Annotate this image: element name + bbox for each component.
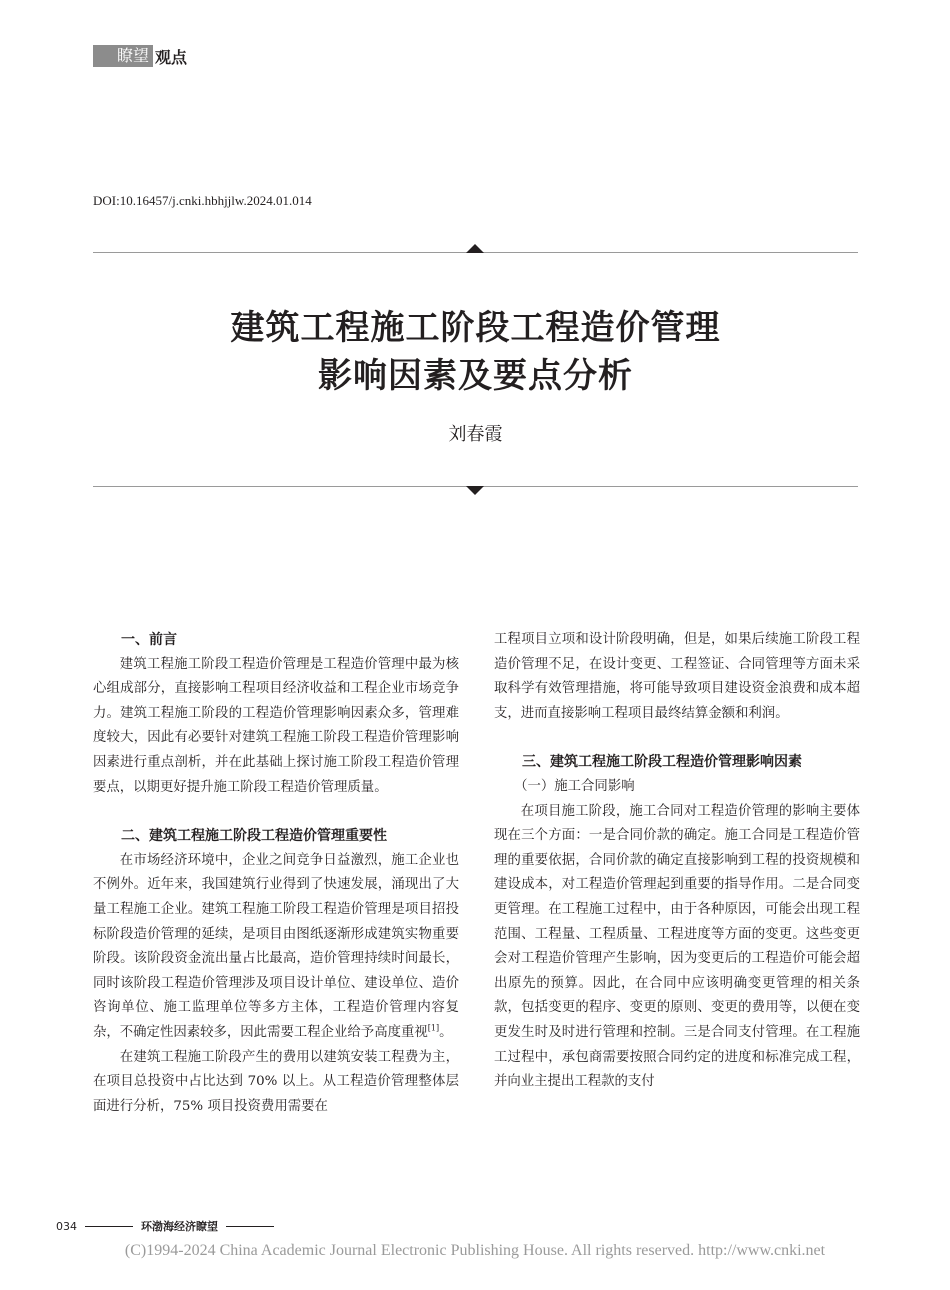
article-title-line2: 影响因素及要点分析 — [318, 356, 633, 396]
paragraph: 工程项目立项和设计阶段明确，但是，如果后续施工阶段工程造价管理不足，在设计变更、工程签证、合同管理等方面未采取科学有效管理措施，将可能导致项目建设资金浪费和成本超支，进而直接影响工程项目最终结算金额和利润。 — [494, 632, 860, 721]
article-title-line1: 建筑工程施工阶段工程造价管理 — [230, 308, 721, 348]
column-tag-label: 观点 — [155, 47, 188, 67]
paragraph-text: 在市场经济环境中，企业之间竞争日益激烈，施工企业也不例外。近年来，我国建筑行业得到了快速发展，涌现出了大量工程施工企业。建筑工程施工阶段工程造价管理是项目招投标阶段造价管理的延续，是项目由图纸逐渐形成建筑实物重要阶段。该阶段资金流出量占比最高，造价管理持续时间最长，同时该阶段工程造价管理涉及项目设计单位、建设单位、造价咨询单位、施工监理单位等多方主体，工程造价管理内容复杂，不确定性因素较多，因此需要工程企业给予高度重视 — [93, 852, 459, 1040]
citation-ref: [1] — [427, 1023, 440, 1033]
section-heading-factors: 三、建筑工程施工阶段工程造价管理影响因素 — [522, 754, 802, 771]
paragraph: 在项目施工阶段，施工合同对工程造价管理的影响主要体现在三个方面：一是合同价款的确定。施工合同是工程造价管理的重要依据，合同价款的确定直接影响到工程的投资规模和建设成本，对工程造价管理起到重要的指导作用。二是合同变更管理。在工程施工过程中，由于各种原因，可能会出现工程范围、工程量、工程质量、工程进度等方面的变更。这些变更会对工程造价管理产生影响，因为变更后的工程造价可能会超出原先的预算。因此，在合同中应该明确变更管理的相关条款，包括变更的程序、变更的原则、变更的费用等，以便在变更发生时及时进行管理和控制。三是合同支付管理。在工程施工过程中，承包商需要按照合同约定的进度和标准完成工程，并向业主提出工程款的支付 — [494, 803, 860, 1090]
divider-triangle-down-icon — [466, 486, 484, 495]
section-heading-importance: 二、建筑工程施工阶段工程造价管理重要性 — [121, 828, 387, 845]
footer-rule — [226, 1226, 274, 1227]
left-column — [93, 628, 459, 1119]
column-tag — [93, 44, 187, 68]
paragraph-end: 。 — [439, 1024, 453, 1040]
page-footer — [56, 1218, 282, 1234]
paragraph: 在建筑工程施工阶段产生的费用以建筑安装工程费为主，在项目总投资中占比达到 70% 以上。从工程造价管理整体层面进行分析，75% 项目投资费用需要在 — [93, 1049, 459, 1114]
doi: DOI:10.16457/j.cnki.hbhjjlw.2024.01.014 — [93, 193, 312, 208]
divider-triangle-up-icon — [466, 244, 484, 253]
column-tag-highlight: 瞭望 — [93, 45, 153, 67]
section-heading-preface: 一、前言 — [121, 632, 177, 648]
journal-name: 环渤海经济瞭望 — [141, 1220, 218, 1233]
page-number: 034 — [56, 1219, 77, 1233]
paragraph: 建筑工程施工阶段工程造价管理是工程造价管理中最为核心组成部分，直接影响工程项目经济收益和工程企业市场竞争力。建筑工程施工阶段的工程造价管理影响因素众多，管理难度较大，因此有必要针对建筑工程施工阶段工程造价管理影响因素进行重点剖析，并在此基础上探讨施工阶段工程造价管理要点，以期更好提升施工阶段工程造价管理质量。 — [93, 656, 459, 795]
right-column — [494, 628, 860, 1095]
copyright-line: (C)1994-2024 China Academic Journal Electronic Publishing House. All rights reserved. http://www.cnki.net — [124, 1242, 826, 1259]
author: 刘春霞 — [448, 424, 503, 445]
paragraph — [93, 849, 459, 1046]
footer-rule — [85, 1226, 133, 1227]
subsection-heading: （一）施工合同影响 — [514, 778, 635, 794]
